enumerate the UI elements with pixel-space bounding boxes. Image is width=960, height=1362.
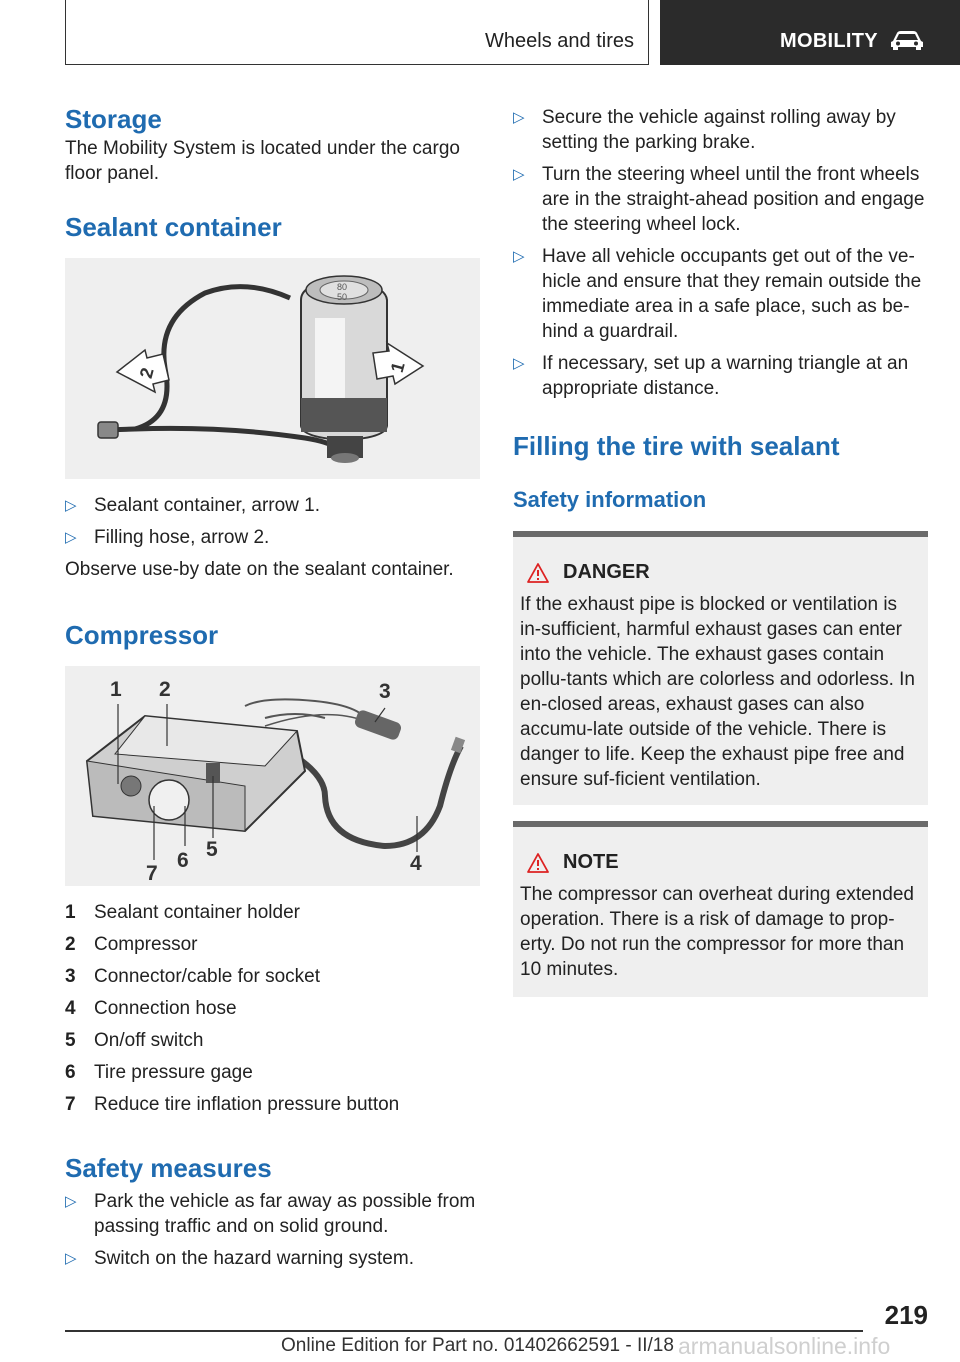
gauge-label-80: 80 <box>337 282 348 292</box>
triangle-bullet-icon: ▷ <box>65 1193 77 1210</box>
callout-7: 7 <box>146 862 158 885</box>
warning-triangle-icon <box>527 563 549 583</box>
header-section-tab <box>65 0 649 65</box>
triangle-bullet-icon: ▷ <box>65 529 77 546</box>
triangle-bullet-icon: ▷ <box>513 109 525 126</box>
list-item: ▷ Switch on the hazard warning system. <box>65 1248 414 1269</box>
list-item: 7 Reduce tire inflation pressure button <box>65 1094 400 1115</box>
list-item: 1 Sealant container holder <box>65 902 300 923</box>
list-item: ▷ If necessary, set up a warning triangle at an appropriate distance. <box>513 353 909 399</box>
danger-label: DANGER <box>563 561 650 583</box>
triangle-bullet-icon: ▷ <box>513 355 525 372</box>
list-item: ▷ Filling hose, arrow 2. <box>65 527 270 548</box>
callout-arrow-1: 1 <box>386 359 409 375</box>
sealant-container-figure <box>65 258 480 479</box>
list-item: 5 On/off switch <box>65 1030 204 1051</box>
safety-measures-heading: Safety measures <box>65 1153 272 1183</box>
sealant-heading: Sealant container <box>65 212 282 242</box>
gauge-label-50: 50 <box>337 292 348 302</box>
footer-watermark: armanualsonline.info <box>678 1333 891 1359</box>
danger-text: If the exhaust pipe is blocked or ventilation is in-sufficient, harmful exhaust gases can enter into the vehicle. The exhaust gases contain pollu-tants which are colorless and odorless. In en-closed areas, exhaust gases can also accumu-late outside of the vehicle. There is danger to life. Keep the exhaust pipe free and ensure suf-ficient ventilation. <box>520 594 915 790</box>
filling-heading: Filling the tire with sealant <box>513 431 840 461</box>
note-label: NOTE <box>563 851 619 873</box>
left-column <box>65 100 480 1278</box>
callout-3: 3 <box>379 680 391 703</box>
callout-5: 5 <box>206 838 218 861</box>
car-icon <box>889 27 925 56</box>
compressor-illustration <box>65 666 480 886</box>
list-item: 2 Compressor <box>65 934 198 955</box>
list-item: ▷ Sealant container, arrow 1. <box>65 495 321 516</box>
sealant-note: Observe use-by date on the sealant container. <box>65 559 454 580</box>
header-section-title: Wheels and tires <box>485 30 634 52</box>
triangle-bullet-icon: ▷ <box>513 166 525 183</box>
list-item: ▷ Have all vehicle occupants get out of the ve-hicle and ensure that they remain outside the immediate area in a safe place, such as be-hind a guardrail. <box>513 246 922 342</box>
footer-divider <box>65 1330 863 1332</box>
list-item: ▷ Park the vehicle as far away as possible from passing traffic and on solid ground. <box>65 1191 476 1237</box>
footer-edition: Online Edition for Part no. 01402662591 - II/18 <box>281 1335 674 1356</box>
sealant-item-list <box>65 493 480 550</box>
compressor-part-list <box>65 900 480 1117</box>
list-item: 3 Connector/cable for socket <box>65 966 321 987</box>
storage-heading: Storage <box>65 104 162 134</box>
list-item: ▷ Secure the vehicle against rolling away by setting the parking brake. <box>513 107 896 153</box>
triangle-bullet-icon: ▷ <box>65 1250 77 1267</box>
triangle-bullet-icon: ▷ <box>65 497 77 514</box>
callout-6: 6 <box>177 849 189 872</box>
list-item: 6 Tire pressure gage <box>65 1062 253 1083</box>
note-text: The compressor can overheat during extended operation. There is a risk of damage to prop-erty. Do not run the compressor for more than 10 minutes. <box>520 884 914 980</box>
note-box <box>513 821 928 997</box>
callout-arrow-2: 2 <box>135 365 158 381</box>
page-number: 219 <box>884 1300 928 1330</box>
callout-4: 4 <box>410 852 422 875</box>
warning-triangle-icon <box>527 853 549 873</box>
right-column <box>513 100 928 997</box>
note-header <box>520 851 920 874</box>
callout-1: 1 <box>110 678 122 701</box>
triangle-bullet-icon: ▷ <box>513 248 525 265</box>
sealant-container-illustration <box>65 258 480 479</box>
compressor-figure <box>65 666 480 886</box>
header-chapter-tab <box>660 0 960 65</box>
safety-info-heading: Safety information <box>513 487 707 512</box>
callout-2: 2 <box>159 678 171 701</box>
storage-text: The Mobility System is located under the cargo floor panel. <box>65 138 460 184</box>
list-item: ▷ Turn the steering wheel until the front wheels are in the straight-ahead position and engage the steering wheel lock. <box>513 164 925 235</box>
danger-header <box>520 561 920 584</box>
danger-box <box>513 531 928 805</box>
compressor-heading: Compressor <box>65 620 219 650</box>
safety-measures-list-left <box>65 1189 480 1271</box>
header-chapter-title: MOBILITY <box>780 30 878 52</box>
safety-measures-list-right <box>513 105 928 401</box>
list-item: 4 Connection hose <box>65 998 237 1019</box>
